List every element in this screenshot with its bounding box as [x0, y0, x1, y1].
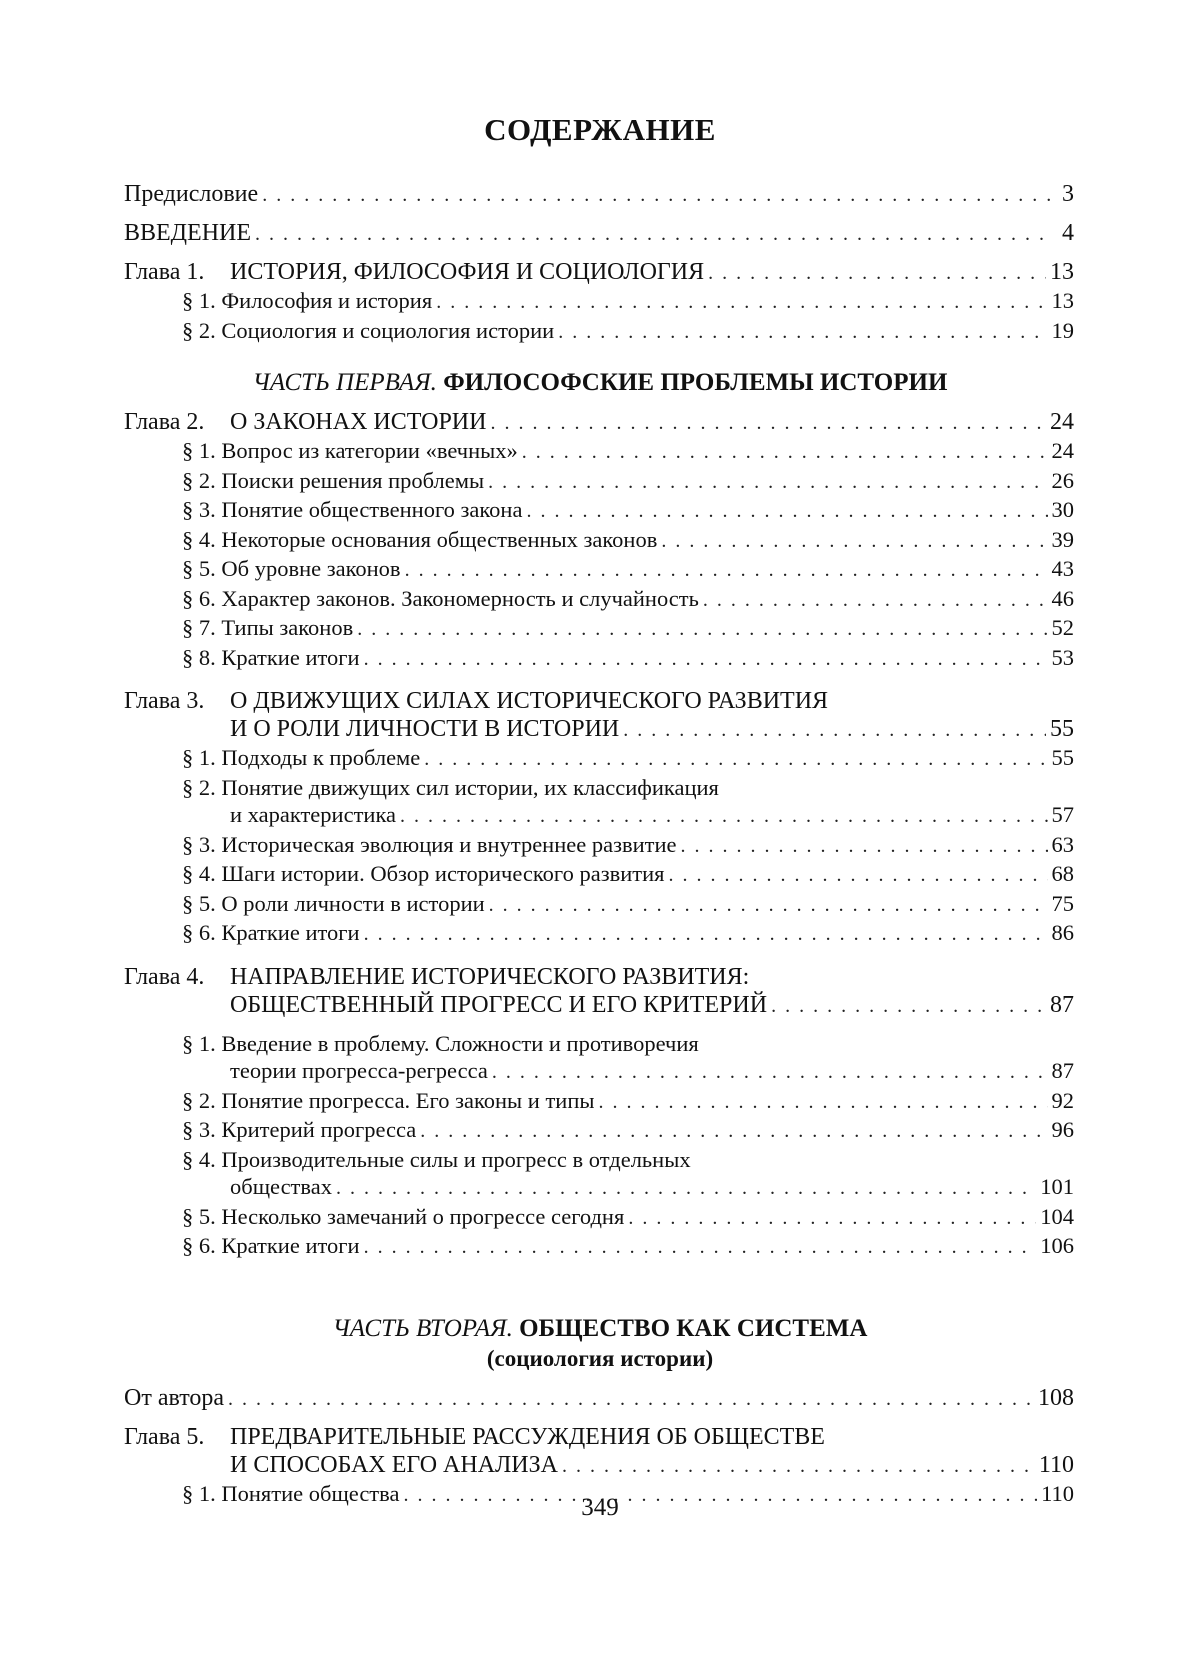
toc-page-number: 106: [1040, 1233, 1074, 1258]
toc-page-number: 110: [1038, 1451, 1074, 1478]
leader-dots: [364, 646, 1048, 674]
toc-section: [124, 317, 1074, 347]
chapter-name: ИСТОРИЯ, ФИЛОСОФИЯ И СОЦИОЛОГИЯ: [230, 259, 705, 285]
toc-page-number: 87: [1050, 991, 1074, 1018]
part-heading-2: [0, 1314, 1200, 1344]
leader-dots: [668, 862, 1047, 890]
leader-dots: [708, 259, 1046, 287]
toc-page-number: 55: [1051, 745, 1074, 770]
toc-section: [124, 1203, 1074, 1233]
toc-chapter-4-line-1: [124, 963, 1074, 991]
leader-dots: [489, 892, 1048, 920]
toc-page-number: 55: [1050, 716, 1074, 742]
leader-dots: [661, 528, 1047, 556]
part-title: ФИЛОСОФСКИЕ ПРОБЛЕМЫ ИСТОРИИ: [443, 369, 948, 396]
chapter-number: Глава 4.: [124, 963, 205, 990]
chapter-title: [124, 963, 749, 991]
toc-page-number: 4: [1062, 220, 1074, 246]
section-title-continued: теории прогресса-регресса: [230, 1058, 488, 1083]
page-number: 349: [581, 1494, 619, 1521]
section-title: § 5. Об уровне законов: [182, 556, 401, 581]
toc-page-number: 63: [1051, 831, 1074, 857]
chapter-number: Глава 5.: [124, 1423, 205, 1450]
toc-section-continued: [124, 801, 1074, 831]
leader-dots: [364, 1234, 1037, 1262]
part-subtitle: (социология истории): [486, 1345, 714, 1371]
chapter-title: [124, 408, 486, 436]
toc-page-number: 24: [1050, 409, 1074, 435]
toc-page-number: 3: [1062, 181, 1074, 207]
leader-dots: [771, 992, 1046, 1020]
toc-section: [124, 287, 1074, 317]
toc-page-number: 68: [1051, 861, 1074, 886]
toc-section: [124, 585, 1074, 615]
section-title: § 2. Понятие прогресса. Его законы и типы: [182, 1087, 595, 1113]
section-title: § 7. Типы законов: [182, 615, 354, 640]
leader-dots: [526, 498, 1047, 526]
toc-page-number: 92: [1051, 1087, 1074, 1113]
section-title: § 2. Поиски решения проблемы: [182, 467, 485, 493]
section-title: § 5. О роли личности в истории: [182, 890, 485, 916]
toc-chapter-5-line-1: [124, 1423, 1074, 1451]
leader-dots: [558, 319, 1047, 347]
chapter-name: О ДВИЖУЩИХ СИЛАХ ИСТОРИЧЕСКОГО РАЗВИТИЯ: [230, 688, 829, 714]
toc-page-number: 104: [1040, 1203, 1074, 1229]
toc-section: [124, 526, 1074, 556]
section-title: § 3. Понятие общественного закона: [182, 497, 523, 522]
toc-section: [124, 1146, 1074, 1174]
part-label: ЧАСТЬ ПЕРВАЯ.: [252, 369, 437, 396]
toc-page-number: 52: [1051, 615, 1074, 640]
toc-page-number: 96: [1051, 1117, 1074, 1142]
toc-section: [124, 1116, 1074, 1146]
toc-entry-preface: [124, 180, 1074, 209]
section-title: § 5. Несколько замечаний о прогрессе сегодня: [182, 1203, 625, 1229]
section-title-continued: и характеристика: [230, 802, 397, 827]
toc-section-continued: [124, 1173, 1074, 1203]
leader-dots: [436, 289, 1047, 317]
section-title: § 1. Вопрос из категории «вечных»: [182, 438, 518, 463]
toc-page-number: 53: [1051, 644, 1074, 670]
leader-dots: [490, 409, 1046, 437]
toc-page-number: 13: [1050, 259, 1074, 285]
leader-dots: [562, 1452, 1035, 1480]
toc-chapter-3-line-2: [124, 715, 1074, 744]
leader-dots: [262, 181, 1050, 209]
section-title: § 8. Краткие итоги: [182, 644, 360, 670]
toc-page-number: 13: [1051, 288, 1074, 313]
leader-dots: [255, 220, 1050, 248]
section-title: § 1. Подходы к проблеме: [182, 745, 421, 770]
chapter-title: [124, 1423, 825, 1451]
toc-section: [124, 496, 1074, 526]
leader-dots: [492, 1059, 1048, 1087]
chapter-title: [124, 258, 704, 286]
part-label: ЧАСТЬ ВТОРАЯ.: [332, 1314, 513, 1342]
chapter-name-continued: ОБЩЕСТВЕННЫЙ ПРОГРЕСС И ЕГО КРИТЕРИЙ: [230, 991, 768, 1018]
toc-section-continued: [124, 1057, 1074, 1087]
chapter-title: [124, 687, 828, 715]
section-title: § 4. Производительные силы и прогресс в отдельных: [182, 1146, 691, 1172]
toc-page-number: 87: [1051, 1058, 1074, 1083]
leader-dots: [488, 469, 1047, 497]
section-title: § 2. Понятие движущих сил истории, их классификация: [182, 774, 719, 800]
toc-page-number: 75: [1051, 890, 1074, 916]
toc-section: [124, 614, 1074, 644]
toc-chapter-1: [124, 258, 1074, 287]
toc-label: ВВЕДЕНИЕ: [124, 220, 252, 246]
leader-dots: [420, 1118, 1047, 1146]
toc-page-number: 46: [1051, 585, 1074, 611]
leader-dots: [405, 557, 1048, 585]
toc-entry-introduction: [124, 219, 1074, 248]
toc-page-number: 86: [1051, 920, 1074, 945]
toc-section: [124, 555, 1074, 585]
leader-dots: [424, 746, 1047, 774]
leader-dots: [623, 716, 1046, 744]
leader-dots: [228, 1385, 1034, 1413]
toc-section: [124, 744, 1074, 774]
section-title: § 3. Историческая эволюция и внутреннее развитие: [182, 831, 677, 857]
toc-chapter-3-line-1: [124, 687, 1074, 715]
toc-section: [124, 890, 1074, 920]
chapter-number: Глава 3.: [124, 688, 205, 714]
toc-page-number: 24: [1051, 438, 1074, 463]
section-title: § 1. Понятие общества: [182, 1480, 400, 1506]
section-title: § 2. Социология и социология истории: [182, 317, 555, 343]
toc-chapter-2: [124, 408, 1074, 437]
toc-section: [124, 1232, 1074, 1262]
toc-page-number: 108: [1038, 1384, 1074, 1411]
toc-page-number: 26: [1051, 467, 1074, 493]
toc-page-number: 57: [1051, 802, 1074, 827]
toc-section: [124, 774, 1074, 802]
toc-entry-author-note: [124, 1384, 1074, 1413]
chapter-name-continued: И СПОСОБАХ ЕГО АНАЛИЗА: [230, 1451, 558, 1478]
section-title: § 4. Шаги истории. Обзор исторического развития: [182, 861, 665, 886]
toc-page-number: 39: [1051, 526, 1074, 552]
part-heading-1: [0, 368, 1200, 398]
leader-dots: [681, 833, 1048, 861]
toc-section: [124, 1087, 1074, 1117]
toc-label: Предисловие: [124, 181, 259, 207]
page-title: СОДЕРЖАНИЕ: [484, 112, 716, 147]
chapter-name: О ЗАКОНАХ ИСТОРИИ: [230, 409, 487, 435]
leader-dots: [628, 1205, 1036, 1233]
toc-page-number: 30: [1051, 497, 1074, 522]
toc-section: [124, 1030, 1074, 1058]
leader-dots: [364, 921, 1048, 949]
table-of-contents: [124, 180, 1074, 1509]
toc-section: [124, 467, 1074, 497]
toc-section: [124, 860, 1074, 890]
toc-section: [124, 919, 1074, 949]
section-title: § 1. Введение в проблему. Сложности и противоречия: [182, 1030, 699, 1056]
toc-page-number: 43: [1051, 556, 1074, 581]
chapter-number: Глава 1.: [124, 259, 205, 285]
part-title: ОБЩЕСТВО КАК СИСТЕМА: [519, 1314, 868, 1342]
leader-dots: [598, 1089, 1047, 1117]
section-title: § 6. Характер законов. Закономерность и случайность: [182, 585, 699, 611]
toc-section: [124, 437, 1074, 467]
chapter-name: НАПРАВЛЕНИЕ ИСТОРИЧЕСКОГО РАЗВИТИЯ:: [230, 963, 750, 990]
chapter-name: ПРЕДВАРИТЕЛЬНЫЕ РАССУЖДЕНИЯ ОБ ОБЩЕСТВЕ: [230, 1423, 825, 1450]
chapter-number: Глава 2.: [124, 409, 205, 435]
section-title: § 6. Краткие итоги: [182, 1233, 360, 1258]
toc-section: [124, 831, 1074, 861]
leader-dots: [400, 803, 1047, 831]
leader-dots: [357, 616, 1047, 644]
toc-section: [124, 644, 1074, 674]
toc-chapter-5-line-2: [124, 1451, 1074, 1480]
section-title: § 4. Некоторые основания общественных законов: [182, 526, 658, 552]
section-title: § 3. Критерий прогресса: [182, 1117, 417, 1142]
section-title-continued: обществах: [230, 1174, 332, 1199]
leader-dots: [703, 587, 1048, 615]
toc-page-number: 19: [1051, 317, 1074, 343]
toc-chapter-4-line-2: [124, 991, 1074, 1020]
section-title: § 6. Краткие итоги: [182, 920, 360, 945]
leader-dots: [336, 1175, 1036, 1203]
chapter-name-continued: И О РОЛИ ЛИЧНОСТИ В ИСТОРИИ: [230, 716, 620, 742]
toc-label: От автора: [124, 1384, 225, 1411]
toc-page-number: 101: [1040, 1174, 1074, 1199]
leader-dots: [522, 439, 1048, 467]
section-title: § 1. Философия и история: [182, 288, 433, 313]
toc-page-number: 110: [1041, 1480, 1074, 1506]
